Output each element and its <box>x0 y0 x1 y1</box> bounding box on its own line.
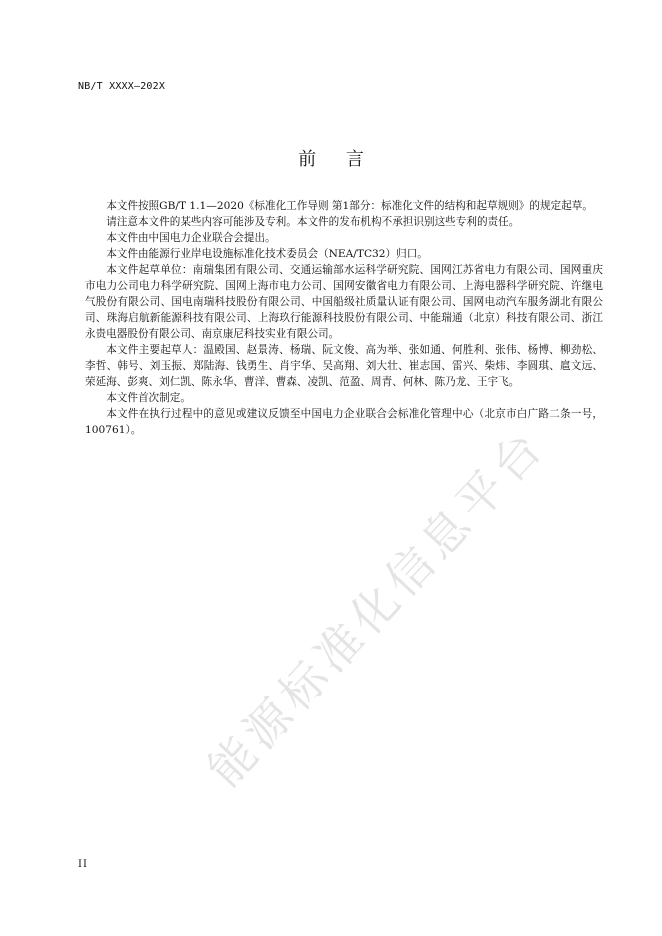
paragraph-drafters: 本文件主要起草人：温殿国、赵景涛、杨瑞、阮文俊、高为举、张如通、何胜利、张伟、杨博、柳劲松、李哲、韩号、刘玉振、郑陆海、钱勇生、肖宇华、吴高翔、刘大壮、崔志国、雷兴、柴炜、李圆琪、扈文远、荣延海、彭爽、刘仁凯、陈永华、曹洋、曹森、凌凯、范盈、周青、何林、陈乃龙、王宇飞。 <box>85 344 603 388</box>
document-code: NB/T XXXX—202X <box>78 81 166 92</box>
paragraph-patent-notice: 请注意本文件的某些内容可能涉及专利。本文件的发布机构不承担识别这些专利的责任。 <box>106 216 520 228</box>
paragraph-first-edition: 本文件首次制定。 <box>106 392 191 404</box>
page-title: 前 言 <box>298 149 376 170</box>
paragraph-drafting-rules: 本文件按照GB/T 1.1—2020《标准化工作导则 第1部分：标准化文件的结构和起草规则》的规定起草。 <box>106 200 593 212</box>
watermark: 能源标准化信息平台 <box>197 417 556 798</box>
foreword-body <box>85 198 603 438</box>
paragraph-feedback: 本文件在执行过程中的意见或建议反馈至中国电力企业联合会标准化管理中心（北京市白广路二条一号，100761）。 <box>85 408 603 436</box>
paragraph-committee: 本文件由能源行业岸电设施标准化技术委员会（NEA/TC32）归口。 <box>106 248 428 260</box>
page-number: II <box>78 859 88 870</box>
paragraph-drafting-units: 本文件起草单位：南瑞集团有限公司、交通运输部水运科学研究院、国网江苏省电力有限公司、国网重庆市电力公司电力科学研究院、国网上海市电力公司、国网安徽省电力有限公司、上海电器科学研究院、许继电气股份有限公司、国电南瑞科技股份有限公司、中国船级社质量认证有限公司、国网电动汽车服务湖北有限公司、珠海启航新能源科技有限公司、上海玖行能源科技股份有限公司、中能瑞通（北京）科技有限公司、浙江永贵电器股份有限公司、南京康尼科技实业有限公司。 <box>85 264 603 340</box>
paragraph-proposer: 本文件由中国电力企业联合会提出。 <box>106 232 276 244</box>
